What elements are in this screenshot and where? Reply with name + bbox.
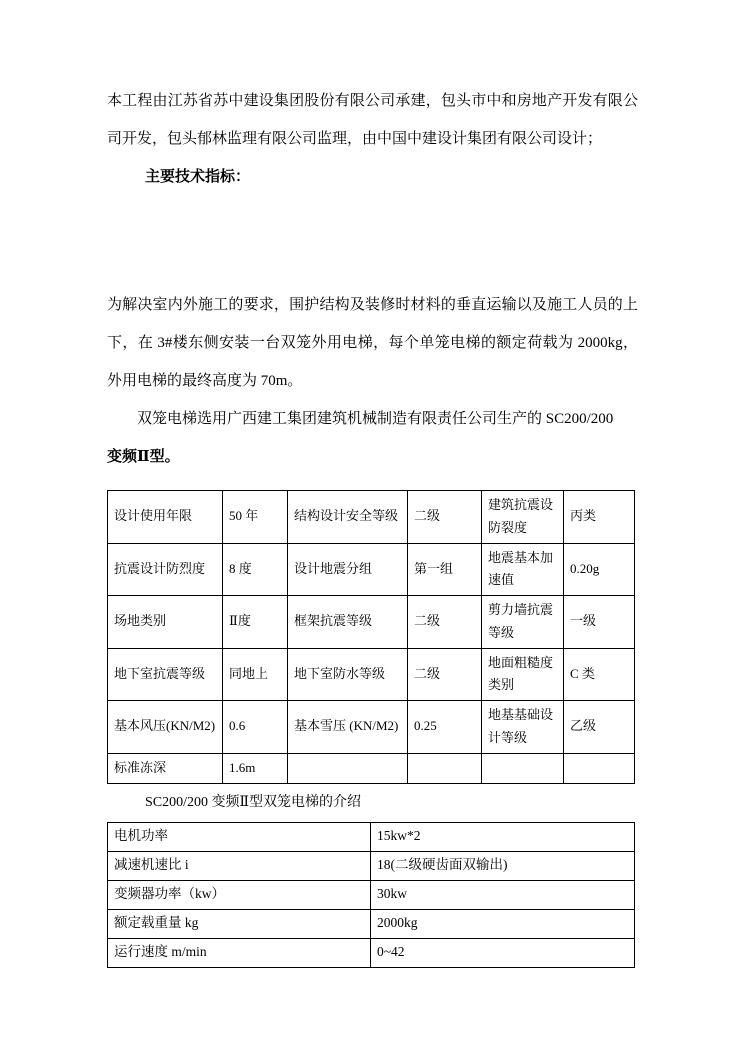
elevator-requirement-paragraph: 为解决室内外施工的要求，围护结构及装修时材料的垂直运输以及施工人员的上下，在 3#楼东侧安装一台双笼外用电梯，每个单笼电梯的额定荷载为 2000kg，外用电梯的最终高度为 70m。 [107,297,638,389]
params-table-row [108,851,635,880]
param-value-cell: 18(二级硬齿面双输出) [371,851,635,880]
spec-label-cell: 基本风压(KN/M2) [108,701,223,754]
spec-label-cell: 地面粗糙度类别 [482,648,564,701]
spec-value-cell: Ⅱ度 [223,596,288,649]
spec-value-cell: 二级 [408,596,482,649]
spec-value-cell [564,753,635,783]
params-table-row [108,880,635,909]
spec-label-cell: 设计使用年限 [108,491,223,544]
spec-value-cell: C 类 [564,648,635,701]
param-label-cell: 运行速度 m/min [108,938,371,967]
spec-label-cell: 地基基础设计等级 [482,701,564,754]
spec-label-cell: 建筑抗震设防裂度 [482,491,564,544]
spec-value-cell: 乙级 [564,701,635,754]
specs-table-row [108,701,635,754]
spec-label-cell: 基本雪压 (KN/M2) [288,701,408,754]
param-value-cell: 30kw [371,880,635,909]
spec-value-cell: 1.6m [223,753,288,783]
specs-table-row [108,753,635,783]
main-specs-heading: 主要技术指标： [145,169,251,185]
spec-value-cell: 0.6 [223,701,288,754]
spec-value-cell: 0.25 [408,701,482,754]
param-label-cell: 额定载重量 kg [108,909,371,938]
param-value-cell: 0~42 [371,938,635,967]
spec-value-cell: 第一组 [408,543,482,596]
param-value-cell: 2000kg [371,909,635,938]
param-label-cell: 减速机速比 i [108,851,371,880]
spec-label-cell: 设计地震分组 [288,543,408,596]
spec-value-cell: 丙类 [564,491,635,544]
spec-label-cell: 剪力墙抗震等级 [482,596,564,649]
elevator-params-table [107,822,635,968]
elevator-model-paragraph [107,400,638,476]
elevator-model-text: 双笼电梯选用广西建工集团建筑机械制造有限责任公司生产的 SC200/200 [137,411,614,427]
spec-label-cell: 结构设计安全等级 [288,491,408,544]
elevator-intro-caption: SC200/200 变频Ⅱ型双笼电梯的介绍 [145,794,362,810]
param-label-cell: 变频器功率（kw） [108,880,371,909]
params-table-row [108,909,635,938]
param-value-cell: 15kw*2 [371,822,635,851]
param-label-cell: 电机功率 [108,822,371,851]
elevator-model-bold-text: 变频Ⅱ型。 [107,449,180,465]
specs-table-row [108,648,635,701]
spec-value-cell: 50 年 [223,491,288,544]
spec-label-cell: 场地类别 [108,596,223,649]
spec-label-cell: 地震基本加速值 [482,543,564,596]
spec-label-cell: 抗震设计防烈度 [108,543,223,596]
blank-lines [107,196,638,286]
params-table-row [108,822,635,851]
spec-value-cell: 二级 [408,491,482,544]
specs-table-row [108,543,635,596]
spec-label-cell [482,753,564,783]
specs-table-row [108,596,635,649]
spec-value-cell: 二级 [408,648,482,701]
intro-paragraph: 本工程由江苏省苏中建设集团股份有限公司承建，包头市中和房地产开发有限公司开发，包头郁林监理有限公司监理，由中国中建设计集团有限公司设计； [107,93,638,147]
spec-value-cell: 0.20g [564,543,635,596]
spec-value-cell [408,753,482,783]
spec-value-cell: 同地上 [223,648,288,701]
spec-value-cell: 一级 [564,596,635,649]
technical-specs-table [107,490,635,784]
spec-label-cell: 标准冻深 [108,753,223,783]
spec-label-cell [288,753,408,783]
spec-label-cell: 地下室抗震等级 [108,648,223,701]
params-table-row [108,938,635,967]
spec-label-cell: 框架抗震等级 [288,596,408,649]
specs-table-row [108,491,635,544]
spec-value-cell: 8 度 [223,543,288,596]
spec-label-cell: 地下室防水等级 [288,648,408,701]
